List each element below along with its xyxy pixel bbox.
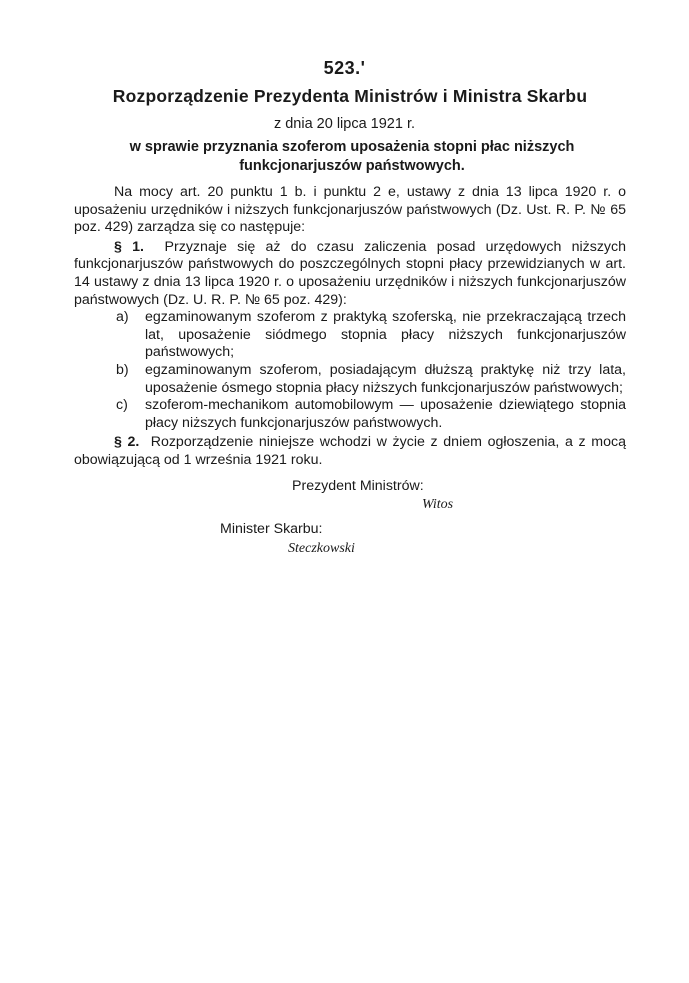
document-date: z dnia 20 lipca 1921 r. [273,116,416,132]
section-2-text: Rozporządzenie niniejsze wchodzi w życie z dniem ogłoszenia, a z mocą obowiązującą od 1 września 1921 roku. [74,434,626,468]
list-item [74,397,626,432]
list-item [74,309,626,362]
section-2-paragraph [74,434,626,469]
signature-name-treasury-minister: Steczkowski [288,541,355,556]
list-item [74,362,626,397]
document-title: Rozporządzenie Prezydenta Ministrów i Ministra Skarbu [112,86,588,106]
section-1-list [74,309,626,432]
document-subject: w sprawie przyznania szoferom uposażenia stopni płac niższych funkcjonarjuszów państwowych. [129,139,575,174]
list-item-label: c) [116,397,128,414]
list-item-text: egzaminowanym szoferom z praktyką szoferską, nie przekraczającą trzech lat, uposażenie siódmego stopnia płacy niższych funkcjonarjuszów państwowych; [145,309,626,361]
section-1-text: Przyznaje się aż do czasu zaliczenia posad urzędowych niższych funkcjonarjuszów państwowych do poszczególnych stopni płacy przewidzianych w art. 14 ustawy z dnia 13 lipca 1920 r. o uposażeniu urzędników i niższych funkcjonarjuszów państwowych (Dz. U. R. P. № 65 poz. 429): [74,238,626,308]
document-number: 523.' [323,58,366,78]
document-body [74,184,626,470]
list-item-label: a) [116,309,129,326]
section-2-mark: § 2. [114,434,140,451]
list-item-text: egzaminowanym szoferom, posiadającym dłuższą praktykę niż trzy lata, uposażenie ósmego stopnia płacy niższych funkcjonarjuszów państwowych; [145,361,626,396]
signature-role-treasury-minister: Minister Skarbu: [220,521,323,537]
signature-name-prime-minister: Witos [422,497,454,512]
signature-role-prime-minister: Prezydent Ministrów: [292,478,424,494]
section-1-mark: § 1. [114,238,144,255]
list-item-text: szoferom-mechanikom automobilowym — uposażenie dziewiątego stopnia płacy niższych funkcjonarjuszów państwowych. [145,397,626,431]
preamble-paragraph: Na mocy art. 20 punktu 1 b. i punktu 2 e, ustawy z dnia 13 lipca 1920 r. o uposażeniu urzędników i niższych funkcjonarjuszów państwowych (Dz. Ust. R. P. № 65 poz. 429) zarządza się co następuje: [74,184,626,236]
section-1-paragraph [74,239,626,309]
list-item-label: b) [116,361,129,378]
